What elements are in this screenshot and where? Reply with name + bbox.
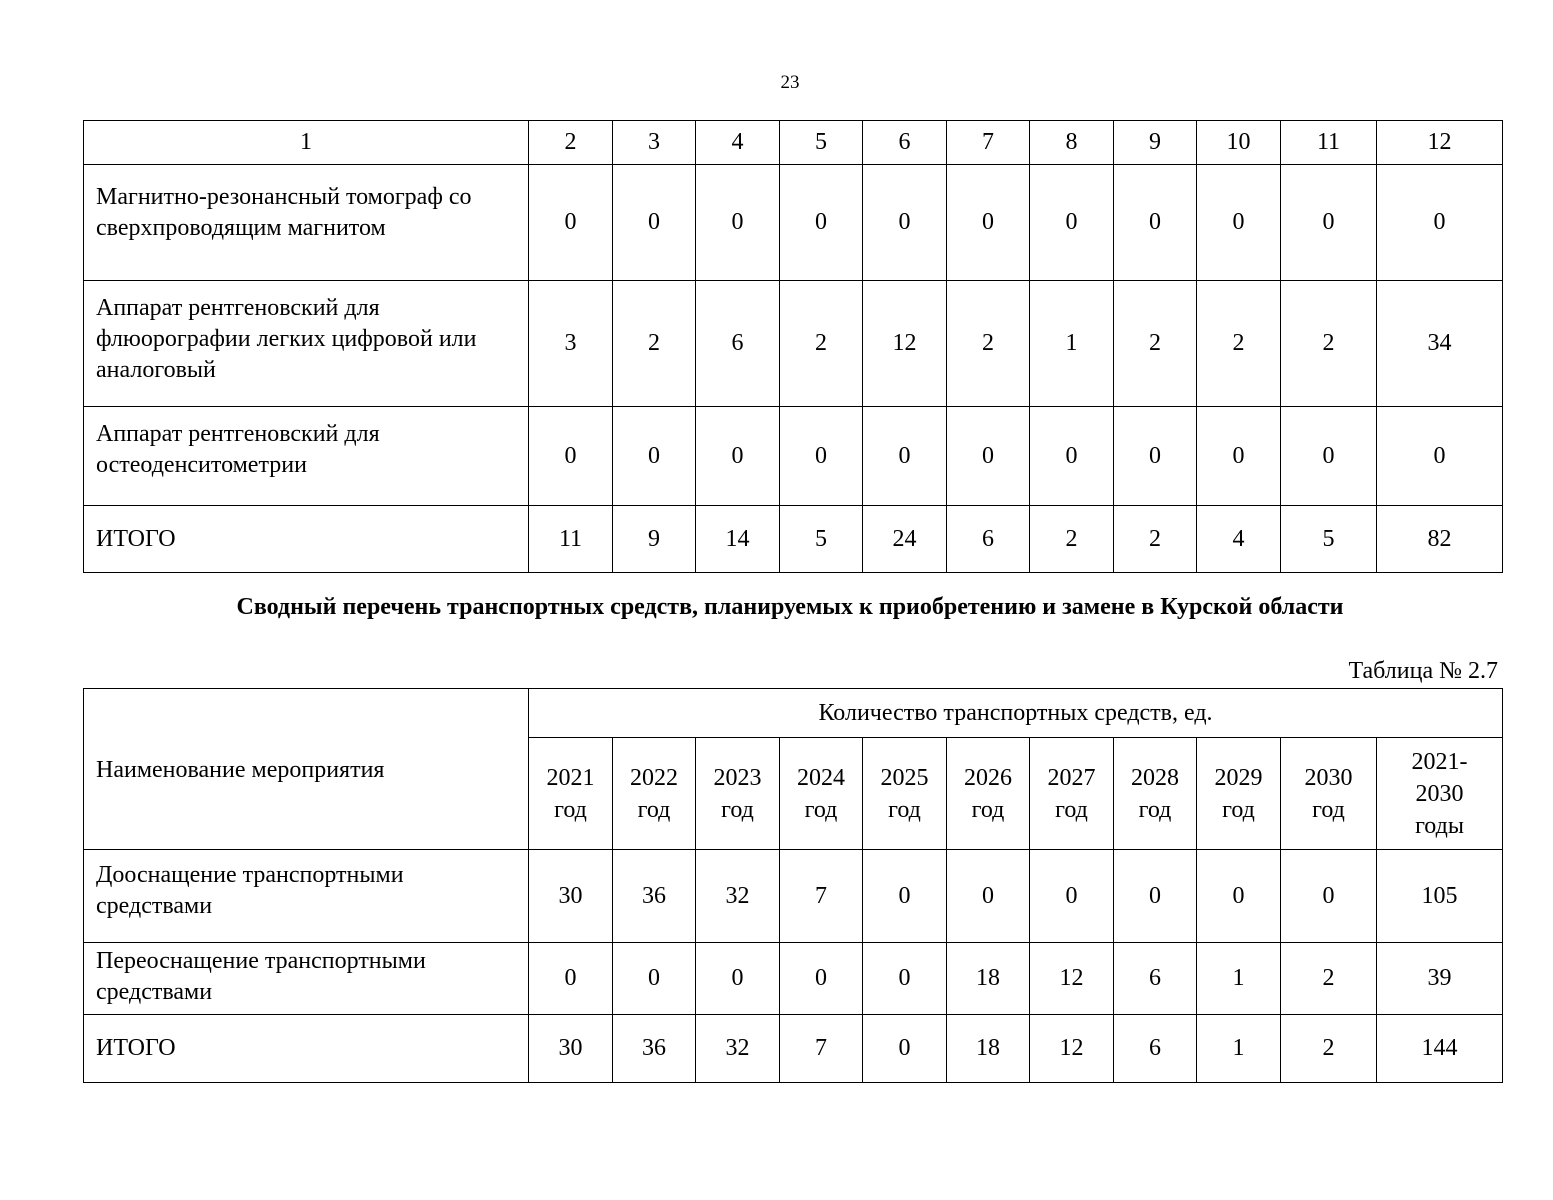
cell-value: 0: [863, 943, 947, 1015]
section-title: Сводный перечень транспортных средств, планируемых к приобретению и замене в Курской области: [236, 594, 1344, 620]
cell-value: 30: [529, 850, 613, 943]
group-column-header: Количество транспортных средств, ед.: [529, 689, 1503, 738]
column-number: 9: [1114, 121, 1197, 165]
total-header-line: 2030: [1415, 780, 1464, 807]
table-total-row: [84, 1015, 1503, 1083]
cell-value: 0: [947, 407, 1030, 506]
year-label: 2023: [713, 764, 762, 791]
year-column-header: [863, 738, 947, 850]
cell-value: 2: [1281, 281, 1377, 407]
cell-value: 12: [1030, 1015, 1114, 1083]
column-number: 6: [863, 121, 947, 165]
column-number: 5: [780, 121, 863, 165]
cell-value: 3: [529, 281, 613, 407]
year-unit-label: год: [637, 796, 671, 823]
cell-value: 0: [1377, 165, 1503, 281]
cell-value: 1: [1197, 1015, 1281, 1083]
cell-value: 0: [947, 850, 1030, 943]
year-unit-label: год: [554, 796, 587, 823]
table-row: [84, 165, 1503, 281]
table-row: [84, 943, 1503, 1015]
year-unit-label: год: [1222, 796, 1255, 823]
cell-value: 14: [696, 506, 780, 573]
cell-value: 0: [613, 407, 696, 506]
table-row: [84, 281, 1503, 407]
table-total-row: [84, 506, 1503, 573]
year-column-header: [1281, 738, 1377, 850]
row-name: Переоснащение транспортными средствами: [84, 943, 529, 1015]
column-number: 7: [947, 121, 1030, 165]
cell-value: 0: [863, 165, 947, 281]
column-number: 12: [1377, 121, 1503, 165]
page-number: 23: [780, 72, 800, 93]
year-label: 2024: [797, 764, 845, 791]
cell-value: 9: [613, 506, 696, 573]
cell-value: 0: [780, 407, 863, 506]
year-unit-label: год: [721, 796, 754, 823]
total-column-header: [1377, 738, 1503, 850]
cell-value: 2: [1281, 943, 1377, 1015]
cell-value: 6: [1114, 1015, 1197, 1083]
year-label: 2029: [1214, 764, 1263, 791]
cell-value: 32: [696, 850, 780, 943]
year-unit-label: год: [1138, 796, 1172, 823]
cell-value: 4: [1197, 506, 1281, 573]
cell-value: 0: [1114, 165, 1197, 281]
cell-value: 12: [1030, 943, 1114, 1015]
cell-value: 24: [863, 506, 947, 573]
year-label: 2027: [1047, 764, 1096, 791]
table-header-row: [84, 121, 1503, 165]
cell-value: 0: [863, 407, 947, 506]
year-column-header: [947, 738, 1030, 850]
row-name: ИТОГО: [84, 506, 529, 573]
cell-value: 0: [1030, 407, 1114, 506]
year-label: 2026: [964, 764, 1012, 791]
row-name: ИТОГО: [84, 1015, 529, 1083]
cell-value: 82: [1377, 506, 1503, 573]
total-header-line: годы: [1415, 812, 1464, 839]
year-label: 2025: [880, 764, 929, 791]
cell-value: 32: [696, 1015, 780, 1083]
cell-value: 0: [1281, 407, 1377, 506]
cell-value: 2: [1114, 281, 1197, 407]
cell-value: 0: [613, 165, 696, 281]
cell-value: 2: [1281, 1015, 1377, 1083]
table-header-row: [84, 689, 1503, 738]
cell-value: 36: [613, 1015, 696, 1083]
year-unit-label: год: [804, 796, 838, 823]
cell-value: 39: [1377, 943, 1503, 1015]
row-name: Аппарат рентгеновский для флюорографии легких цифровой или аналоговый: [84, 281, 529, 407]
cell-value: 0: [1114, 407, 1197, 506]
cell-value: 18: [947, 943, 1030, 1015]
cell-value: 1: [1030, 281, 1114, 407]
cell-value: 0: [780, 943, 863, 1015]
cell-value: 36: [613, 850, 696, 943]
cell-value: 6: [1114, 943, 1197, 1015]
year-column-header: [1114, 738, 1197, 850]
column-number: 1: [84, 121, 529, 165]
cell-value: 0: [1197, 407, 1281, 506]
year-column-header: [780, 738, 863, 850]
column-number: 11: [1281, 121, 1377, 165]
cell-value: 0: [1114, 850, 1197, 943]
year-column-header: [529, 738, 613, 850]
table-row: [84, 407, 1503, 506]
cell-value: 2: [1030, 506, 1114, 573]
cell-value: 34: [1377, 281, 1503, 407]
cell-value: 0: [947, 165, 1030, 281]
cell-value: 0: [1281, 850, 1377, 943]
cell-value: 2: [780, 281, 863, 407]
cell-value: 0: [1281, 165, 1377, 281]
year-column-header: [1197, 738, 1281, 850]
cell-value: 2: [1114, 506, 1197, 573]
cell-value: 0: [863, 1015, 947, 1083]
cell-value: 0: [1377, 407, 1503, 506]
cell-value: 11: [529, 506, 613, 573]
cell-value: 0: [529, 165, 613, 281]
cell-value: 2: [1197, 281, 1281, 407]
row-name: Магнитно-резонансный томограф со сверхпроводящим магнитом: [84, 165, 529, 281]
column-number: 8: [1030, 121, 1114, 165]
column-number: 4: [696, 121, 780, 165]
equipment-table: [83, 120, 1503, 573]
cell-value: 0: [696, 407, 780, 506]
year-label: 2030: [1304, 764, 1353, 791]
vehicles-table: [83, 688, 1503, 1083]
year-label: 2022: [630, 764, 678, 791]
cell-value: 18: [947, 1015, 1030, 1083]
year-unit-label: год: [1055, 796, 1088, 823]
cell-value: 0: [1030, 850, 1114, 943]
cell-value: 7: [780, 850, 863, 943]
year-unit-label: год: [888, 796, 921, 823]
cell-value: 30: [529, 1015, 613, 1083]
year-column-header: [613, 738, 696, 850]
cell-value: 0: [696, 943, 780, 1015]
cell-value: 1: [1197, 943, 1281, 1015]
total-header-line: 2021-: [1411, 748, 1468, 775]
column-number: 2: [529, 121, 613, 165]
cell-value: 5: [1281, 506, 1377, 573]
cell-value: 6: [947, 506, 1030, 573]
cell-value: 0: [1030, 165, 1114, 281]
year-column-header: [1030, 738, 1114, 850]
year-label: 2028: [1131, 764, 1179, 791]
year-column-header: [696, 738, 780, 850]
column-number: 10: [1197, 121, 1281, 165]
cell-value: 144: [1377, 1015, 1503, 1083]
cell-value: 0: [1197, 165, 1281, 281]
table-row: [84, 850, 1503, 943]
name-column-header: Наименование мероприятия: [84, 689, 529, 850]
cell-value: 5: [780, 506, 863, 573]
column-number: 3: [613, 121, 696, 165]
cell-value: 2: [947, 281, 1030, 407]
cell-value: 0: [1197, 850, 1281, 943]
cell-value: 0: [529, 943, 613, 1015]
cell-value: 12: [863, 281, 947, 407]
year-unit-label: год: [1312, 796, 1345, 823]
row-name: Аппарат рентгеновский для остеоденситометрии: [84, 407, 529, 506]
year-unit-label: год: [971, 796, 1005, 823]
cell-value: 2: [613, 281, 696, 407]
cell-value: 0: [613, 943, 696, 1015]
cell-value: 0: [696, 165, 780, 281]
cell-value: 0: [863, 850, 947, 943]
cell-value: 105: [1377, 850, 1503, 943]
cell-value: 0: [780, 165, 863, 281]
cell-value: 0: [529, 407, 613, 506]
cell-value: 7: [780, 1015, 863, 1083]
row-name: Дооснащение транспортными средствами: [84, 850, 529, 943]
cell-value: 6: [696, 281, 780, 407]
year-label: 2021: [546, 764, 595, 791]
table-caption: Таблица № 2.7: [1348, 658, 1498, 684]
